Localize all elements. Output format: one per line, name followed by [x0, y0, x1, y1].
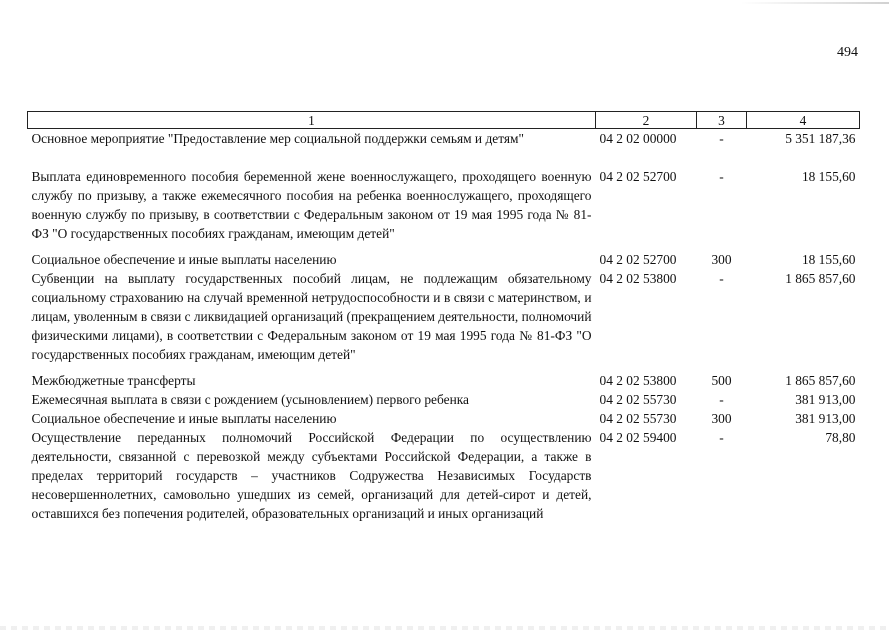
row-name: Ежемесячная выплата в связи с рождением (усыновлением) первого ребенка: [31, 392, 469, 407]
row-code: 04 2 02 52700: [599, 252, 677, 267]
row-name: Межбюджетные трансферты: [31, 373, 196, 388]
row-code: 04 2 02 59400: [599, 430, 677, 445]
row-type: -: [719, 131, 724, 146]
row-type: -: [719, 271, 724, 286]
row-amount: 381 913,00: [795, 411, 856, 426]
table-row: [28, 409, 860, 428]
table-row: [28, 167, 860, 250]
row-name: Социальное обеспечение и иные выплаты населению: [31, 411, 337, 426]
row-type: 300: [711, 411, 732, 426]
scan-artifact-top: [740, 2, 889, 4]
row-type: -: [719, 392, 724, 407]
budget-table: [27, 111, 860, 523]
row-code: 04 2 02 52700: [599, 169, 677, 184]
row-code: 04 2 02 53800: [599, 373, 677, 388]
table-row: [28, 269, 860, 371]
header-col-2: 2: [596, 112, 697, 129]
row-amount: 381 913,00: [795, 392, 856, 407]
row-code: 04 2 02 55730: [599, 411, 677, 426]
row-amount: 78,80: [825, 430, 856, 445]
row-name: Выплата единовременного пособия беременной жене военнослужащего, проходящего военную службу по призыву, а также ежемесячного пособия на ребенка военнослужащего, проходящего военную службу по призыву, в соответствии с Федеральным законом от 19 мая 1995 года № 81-ФЗ "О государственных пособиях гражданам, имеющим детей": [31, 169, 592, 241]
header-col-4: 4: [747, 112, 860, 129]
row-amount: 5 351 187,36: [785, 131, 856, 146]
table-row: [28, 428, 860, 523]
row-name: Социальное обеспечение и иные выплаты населению: [31, 252, 337, 267]
row-code: 04 2 02 55730: [599, 392, 677, 407]
row-amount: 18 155,60: [801, 252, 856, 267]
table-row: [28, 390, 860, 409]
header-col-1: 1: [28, 112, 596, 129]
row-amount: 1 865 857,60: [785, 373, 856, 388]
row-type: 500: [711, 373, 732, 388]
row-name: Осуществление переданных полномочий Российской Федерации по осуществлению деятельности, связанной с перевозкой между субъектами Российской Федерации, а также в пределах территорий государств – участников Содружества Независимых Государств несовершеннолетних, самовольно ушедших из семей, организаций для детей-сирот и детей, оставшихся без попечения родителей, образовательных организаций и иных организаций: [31, 430, 592, 521]
row-amount: 18 155,60: [801, 169, 856, 184]
row-type: 300: [711, 252, 732, 267]
row-name: Субвенции на выплату государственных пособий лицам, не подлежащим обязательному социальному страхованию на случай временной нетрудоспособности и в связи с материнством, и лицам, уволенным в связи с ликвидацией организаций (прекращением деятельности, полномочий физическими лицами), в соответствии с Федеральным законом от 19 мая 1995 года № 81-ФЗ "О государственных пособиях гражданам, имеющим детей": [31, 271, 592, 362]
row-code: 04 2 02 00000: [599, 131, 677, 146]
page-number: 494: [837, 45, 858, 60]
header-col-3: 3: [697, 112, 747, 129]
table-row: [28, 250, 860, 269]
table-row: [28, 129, 860, 168]
row-amount: 1 865 857,60: [785, 271, 856, 286]
row-name: Основное мероприятие "Предоставление мер социальной поддержки семьям и детям": [31, 131, 524, 146]
table-header-row: [28, 112, 860, 129]
scan-artifact-bottom: [0, 626, 889, 630]
row-type: -: [719, 430, 724, 445]
row-code: 04 2 02 53800: [599, 271, 677, 286]
table-row: [28, 371, 860, 390]
row-type: -: [719, 169, 724, 184]
